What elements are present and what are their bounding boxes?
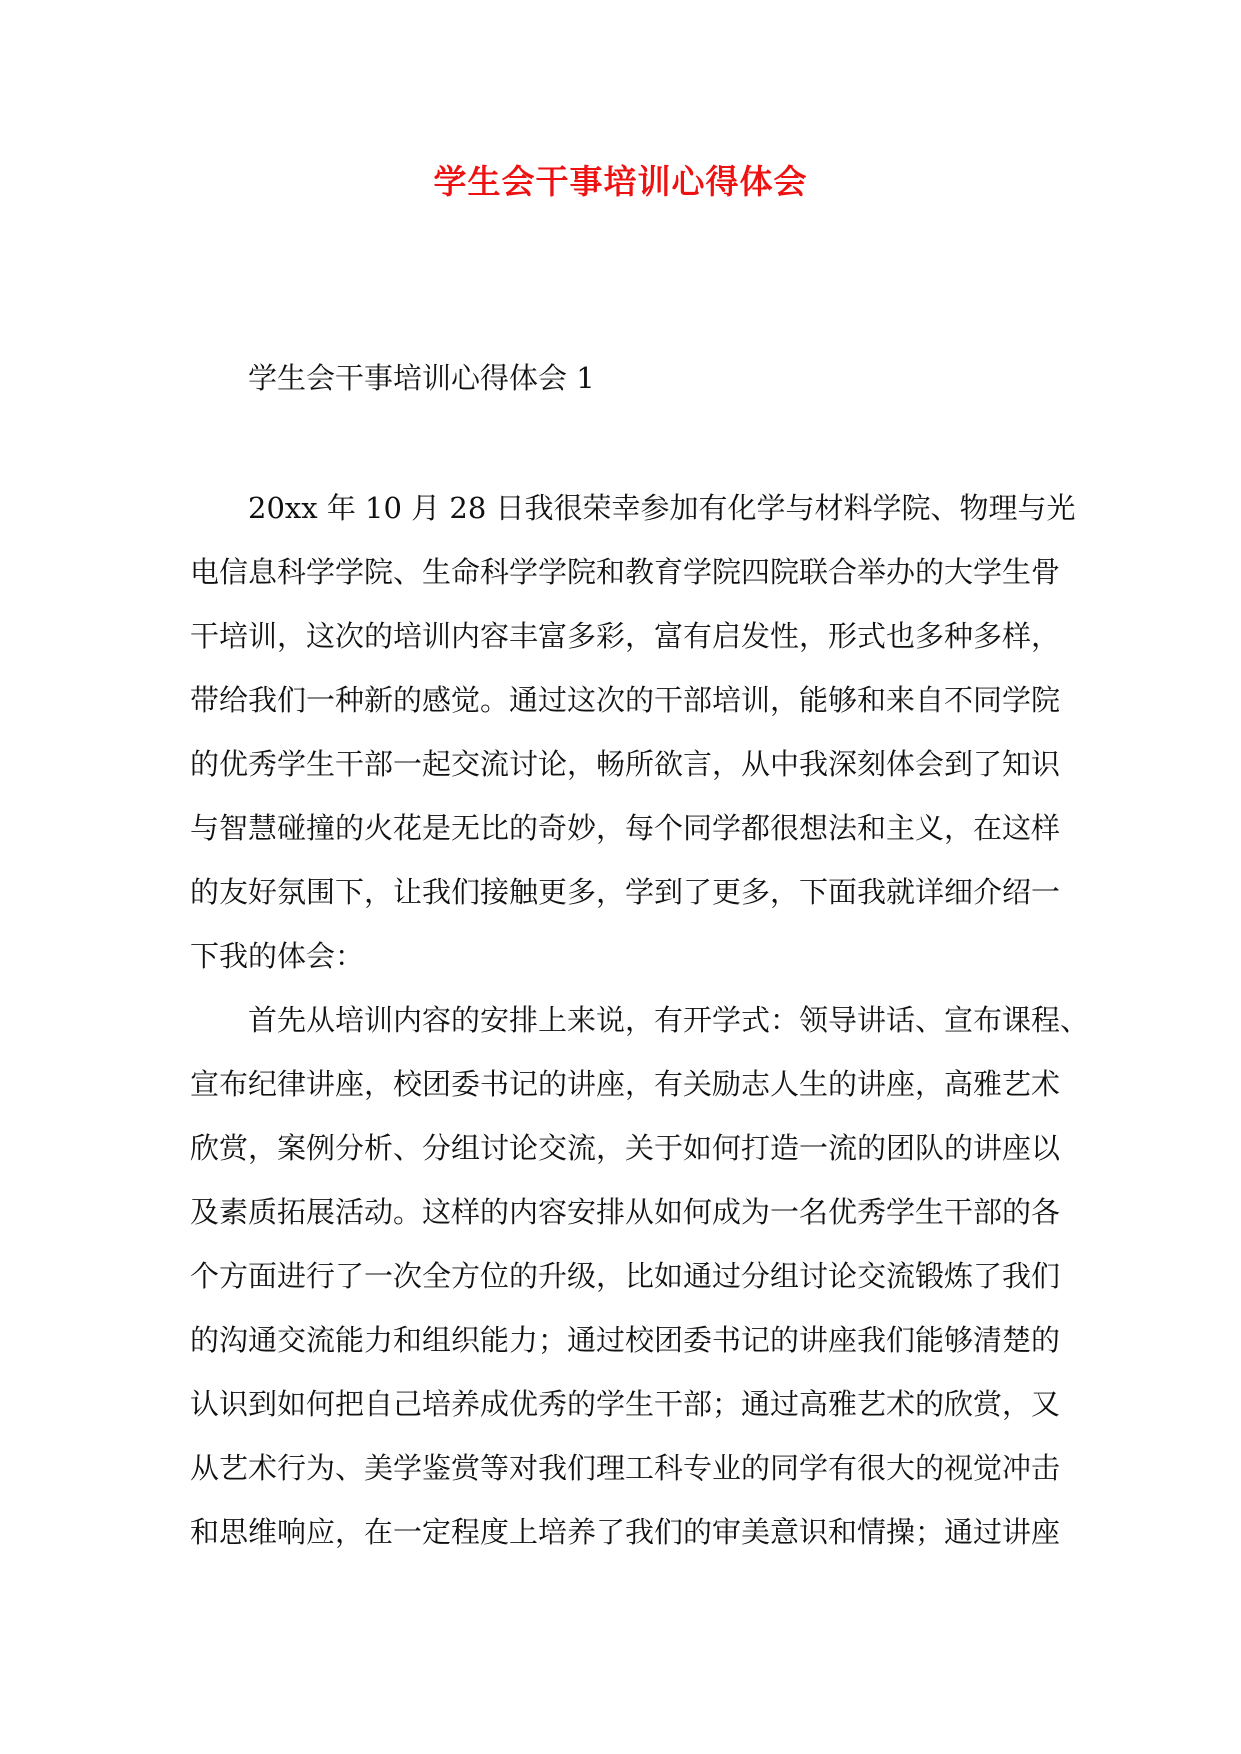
document-title: 学生会干事培训心得体会 <box>433 162 808 201</box>
paragraph-2-line: 的沟通交流能力和组织能力；通过校团委书记的讲座我们能够清楚的 <box>190 1323 1061 1357</box>
paragraph-2-line: 及素质拓展活动。这样的内容安排从如何成为一名优秀学生干部的各 <box>190 1195 1061 1229</box>
paragraph-1-line: 下我的体会： <box>190 939 365 973</box>
paragraph-2-line: 欣赏，案例分析、分组讨论交流，关于如何打造一流的团队的讲座以 <box>190 1131 1061 1165</box>
section-heading: 学生会干事培训心得体会 1 <box>248 361 595 395</box>
paragraph-1-line: 的优秀学生干部一起交流讨论，畅所欲言，从中我深刻体会到了知识 <box>190 747 1061 781</box>
paragraph-2-line: 个方面进行了一次全方位的升级，比如通过分组讨论交流锻炼了我们 <box>190 1259 1061 1293</box>
paragraph-1-line: 与智慧碰撞的火花是无比的奇妙，每个同学都很想法和主义，在这样 <box>190 811 1061 845</box>
paragraph-1-line: 干培训，这次的培训内容丰富多彩，富有启发性，形式也多种多样， <box>190 619 1061 653</box>
paragraph-1-line: 电信息科学学院、生命科学学院和教育学院四院联合举办的大学生骨 <box>190 555 1061 589</box>
document-body <box>190 486 1090 1574</box>
paragraph-1-line: 带给我们一种新的感觉。通过这次的干部培训，能够和来自不同学院 <box>190 683 1061 717</box>
paragraph-2-line: 从艺术行为、美学鉴赏等对我们理工科专业的同学有很大的视觉冲击 <box>190 1451 1061 1485</box>
paragraph-2-line: 和思维响应，在一定程度上培养了我们的审美意识和情操；通过讲座 <box>190 1515 1061 1549</box>
paragraph-1-line: 20xx 年 10 月 28 日我很荣幸参加有化学与材料学院、物理与光 <box>248 491 1076 525</box>
paragraph-2-line: 宣布纪律讲座，校团委书记的讲座，有关励志人生的讲座，高雅艺术 <box>190 1067 1061 1101</box>
paragraph-2-line: 认识到如何把自己培养成优秀的学生干部；通过高雅艺术的欣赏，又 <box>190 1387 1061 1421</box>
paragraph-2-line: 首先从培训内容的安排上来说，有开学式：领导讲话、宣布课程、 <box>248 1003 1090 1037</box>
paragraph-1-line: 的友好氛围下，让我们接触更多，学到了更多，下面我就详细介绍一 <box>190 875 1061 909</box>
